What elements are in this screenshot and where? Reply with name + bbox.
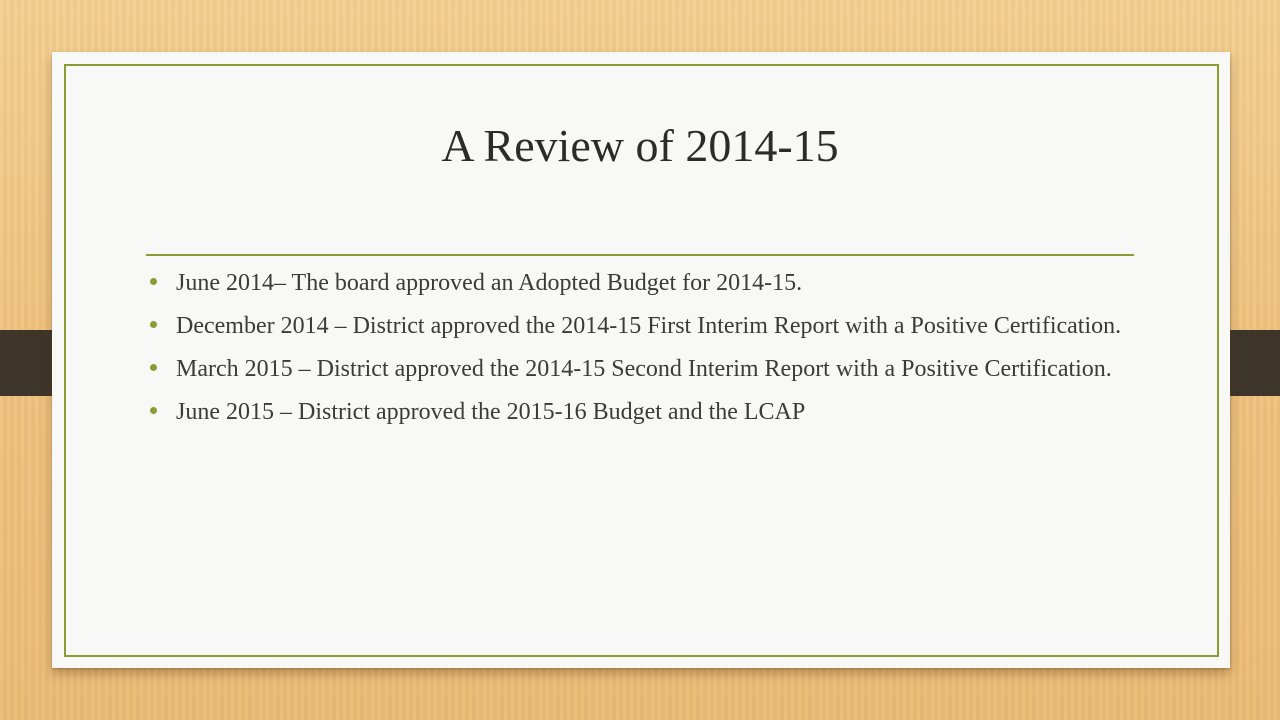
bullet-list [176,266,1156,438]
title-divider [146,254,1134,256]
bullet-item [176,309,1156,343]
bullet-item [176,266,1156,300]
bullet-dot-icon [150,364,157,371]
bullet-item [176,395,1156,429]
bullet-text: March 2015 – District approved the 2014-15 Second Interim Report with a Positive Certification. [176,356,1112,382]
bullet-text: June 2015 – District approved the 2015-16 Budget and the LCAP [176,399,806,425]
bullet-dot-icon [150,278,157,285]
bullet-dot-icon [150,407,157,414]
bullet-text: June 2014– The board approved an Adopted Budget for 2014-15. [176,270,803,296]
bullet-item [176,352,1156,386]
bullet-text: December 2014 – District approved the 2014-15 First Interim Report with a Positive Certification. [176,313,1122,339]
bullet-dot-icon [150,321,157,328]
slide-title: A Review of 2014-15 [441,120,839,171]
